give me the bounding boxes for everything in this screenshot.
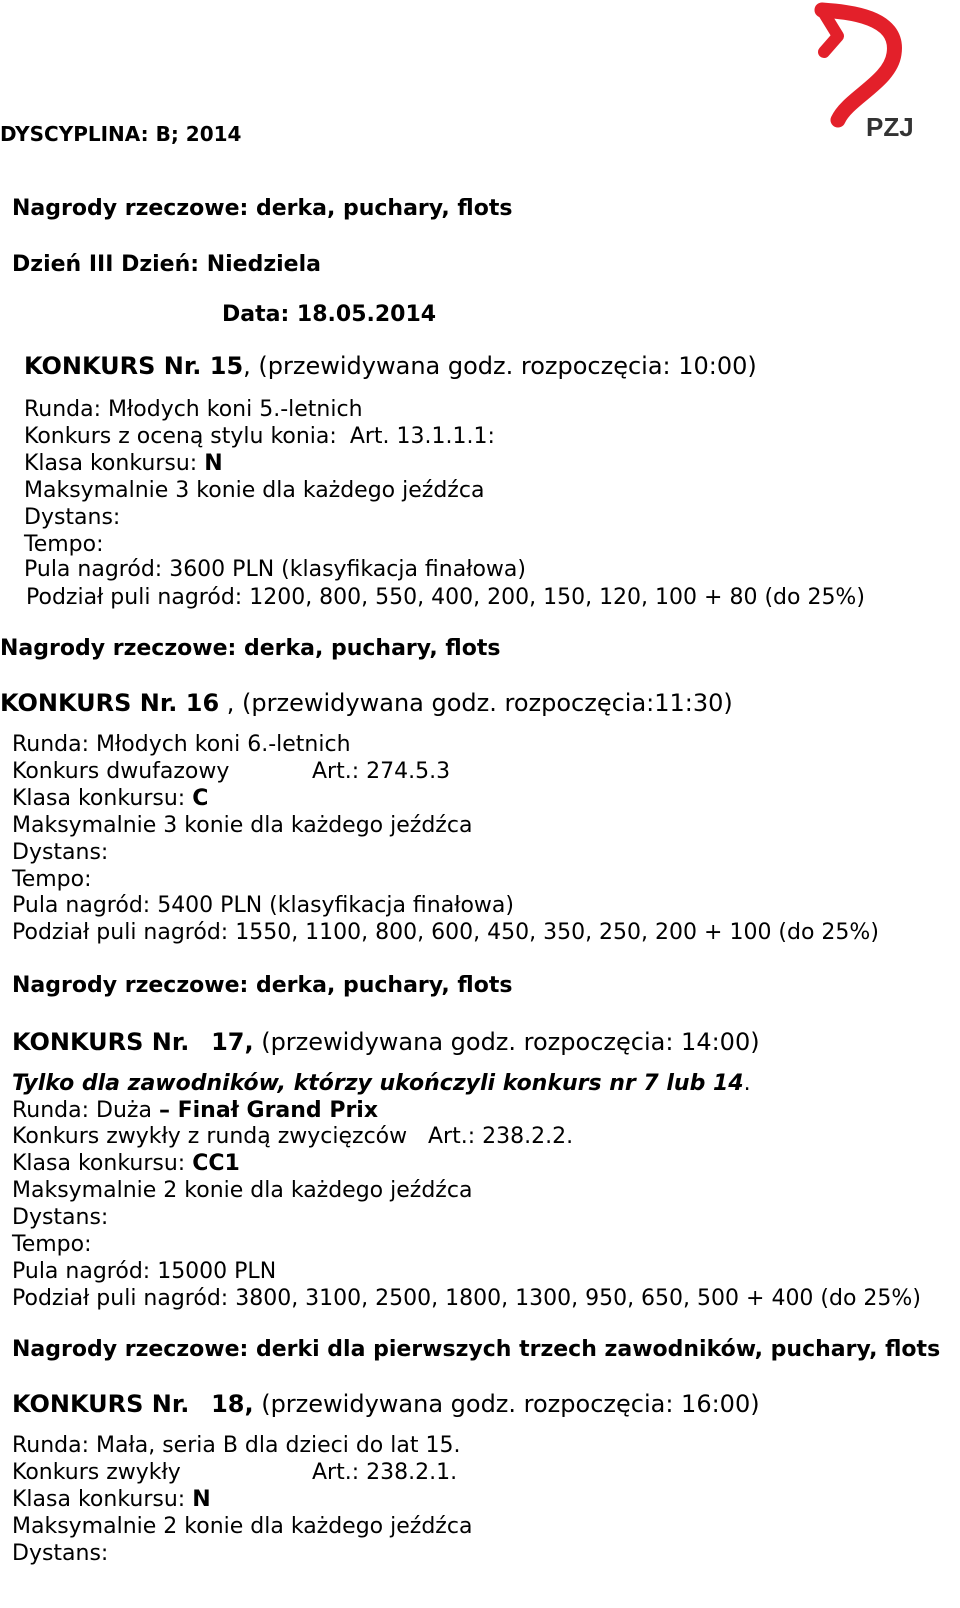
k15-type: Konkurs z oceną stylu konia: [24, 424, 337, 449]
k18-type: Konkurs zwykły [12, 1460, 181, 1485]
k16-prize-pool: Pula nagród: 5400 PLN (klasyfikacja finałowa) [12, 893, 514, 918]
k18-title: KONKURS Nr. [12, 1390, 190, 1418]
k15-split: Podział puli nagród: 1200, 800, 550, 400, 200, 150, 120, 100 + 80 (do 25%) [26, 585, 865, 610]
k18-art: Art.: 238.2.1. [312, 1460, 458, 1485]
k18-class-value: N [192, 1487, 211, 1512]
k16-class-label: Klasa konkursu: [12, 786, 193, 811]
k17-split: Podział puli nagród: 3800, 3100, 2500, 1800, 1300, 950, 650, 500 + 400 (do 25%) [12, 1286, 921, 1311]
k16-art: Art.: 274.5.3 [312, 759, 451, 784]
k18-time: (przewidywana godz. rozpoczęcia: 16:00) [253, 1390, 760, 1418]
k18-number: 18, [211, 1390, 254, 1418]
k16-title-line [0, 689, 733, 717]
k15-max: Maksymalnie 3 konie dla każdego jeźdźca [24, 478, 485, 503]
k17-tempo: Tempo: [12, 1232, 92, 1257]
k18-max: Maksymalnie 2 konie dla każdego jeźdźca [12, 1514, 473, 1539]
k16-split: Podział puli nagród: 1550, 1100, 800, 600, 450, 350, 250, 200 + 100 (do 25%) [12, 920, 879, 945]
intro-prizes-label: Nagrody rzeczowe [12, 196, 240, 221]
k15-distance: Dystans: [24, 505, 121, 530]
k18-distance: Dystans: [12, 1541, 109, 1566]
k17-class [12, 1151, 240, 1177]
day-heading: Dzień III Dzień: Niedziela [12, 252, 321, 277]
k16-type-line [12, 759, 450, 785]
k16-tempo: Tempo: [12, 867, 92, 892]
k17-note-line [12, 1071, 751, 1097]
k18-type-line [12, 1460, 457, 1486]
k17-class-value: CC1 [192, 1151, 240, 1176]
k17-prizes-label: Nagrody rzeczowe [12, 1337, 240, 1362]
k15-title-line [24, 352, 757, 380]
k16-max: Maksymalnie 3 konie dla każdego jeźdźca [12, 813, 473, 838]
k15-class-label: Klasa konkursu: [24, 451, 205, 476]
k16-prizes-label: Nagrody rzeczowe [12, 973, 240, 998]
k17-art: Art.: 238.2.2. [428, 1124, 574, 1149]
k17-number: 17, [211, 1028, 254, 1056]
k16-type: Konkurs dwufazowy [12, 759, 230, 784]
k16-time: , (przewidywana godz. rozpoczęcia:11:30) [219, 689, 733, 717]
k16-prizes [12, 973, 512, 999]
k17-note: Tylko dla zawodników, którzy ukończyli konkurs nr 7 lub 14 [12, 1071, 744, 1096]
k15-class-value: N [204, 451, 223, 476]
k18-round: Runda: Mała, seria B dla dzieci do lat 15. [12, 1433, 461, 1458]
k16-prizes-value: : derka, puchary, flots [239, 973, 513, 998]
k17-round-label: Runda: Duża [12, 1098, 159, 1123]
k18-class [12, 1487, 211, 1513]
k16-title: KONKURS Nr. 16 [0, 689, 220, 717]
pzj-logo-mark [808, 2, 918, 144]
date-heading: Data: 18.05.2014 [222, 302, 437, 327]
k17-round [12, 1098, 378, 1124]
k15-prize-pool: Pula nagród: 3600 PLN (klasyfikacja finałowa) [24, 557, 526, 582]
k15-time: , (przewidywana godz. rozpoczęcia: 10:00) [243, 352, 757, 380]
k15-prizes: Nagrody rzeczowe: derka, puchary, flots [0, 636, 501, 661]
k17-prizes-value: : derki dla pierwszych trzech zawodników, puchary, flots [239, 1337, 941, 1362]
k18-title-line [12, 1390, 760, 1418]
k17-class-label: Klasa konkursu: [12, 1151, 193, 1176]
k17-time: (przewidywana godz. rozpoczęcia: 14:00) [253, 1028, 760, 1056]
k15-art: Art. 13.1.1.1: [349, 424, 495, 449]
k17-prizes [12, 1337, 940, 1363]
k18-class-label: Klasa konkursu: [12, 1487, 193, 1512]
pzj-logo [808, 2, 918, 144]
k17-distance: Dystans: [12, 1205, 109, 1230]
k16-class-value: C [192, 786, 209, 811]
k17-note-end: . [743, 1071, 751, 1096]
k15-round: Runda: Młodych koni 5.-letnich [24, 397, 363, 422]
k17-round-value: – Finał Grand Prix [158, 1098, 379, 1123]
k15-tempo: Tempo: [24, 532, 104, 557]
k17-title: KONKURS Nr. [12, 1028, 190, 1056]
k16-round: Runda: Młodych koni 6.-letnich [12, 732, 351, 757]
k17-type-line [12, 1124, 573, 1150]
k16-class [12, 786, 208, 812]
intro-prizes [12, 196, 512, 222]
k15-class [24, 451, 223, 477]
k15-title: KONKURS Nr. 15 [24, 352, 244, 380]
k16-distance: Dystans: [12, 840, 109, 865]
k15-type-line [24, 424, 495, 450]
discipline-heading: DYSCYPLINA: B; 2014 [0, 122, 242, 146]
k17-title-line [12, 1028, 760, 1056]
k17-type: Konkurs zwykły z rundą zwycięzców [12, 1124, 408, 1149]
k17-prize-pool: Pula nagród: 15000 PLN [12, 1259, 277, 1284]
k17-max: Maksymalnie 2 konie dla każdego jeźdźca [12, 1178, 473, 1203]
intro-prizes-value: : derka, puchary, flots [239, 196, 513, 221]
logo-text: PZJ [866, 112, 914, 142]
